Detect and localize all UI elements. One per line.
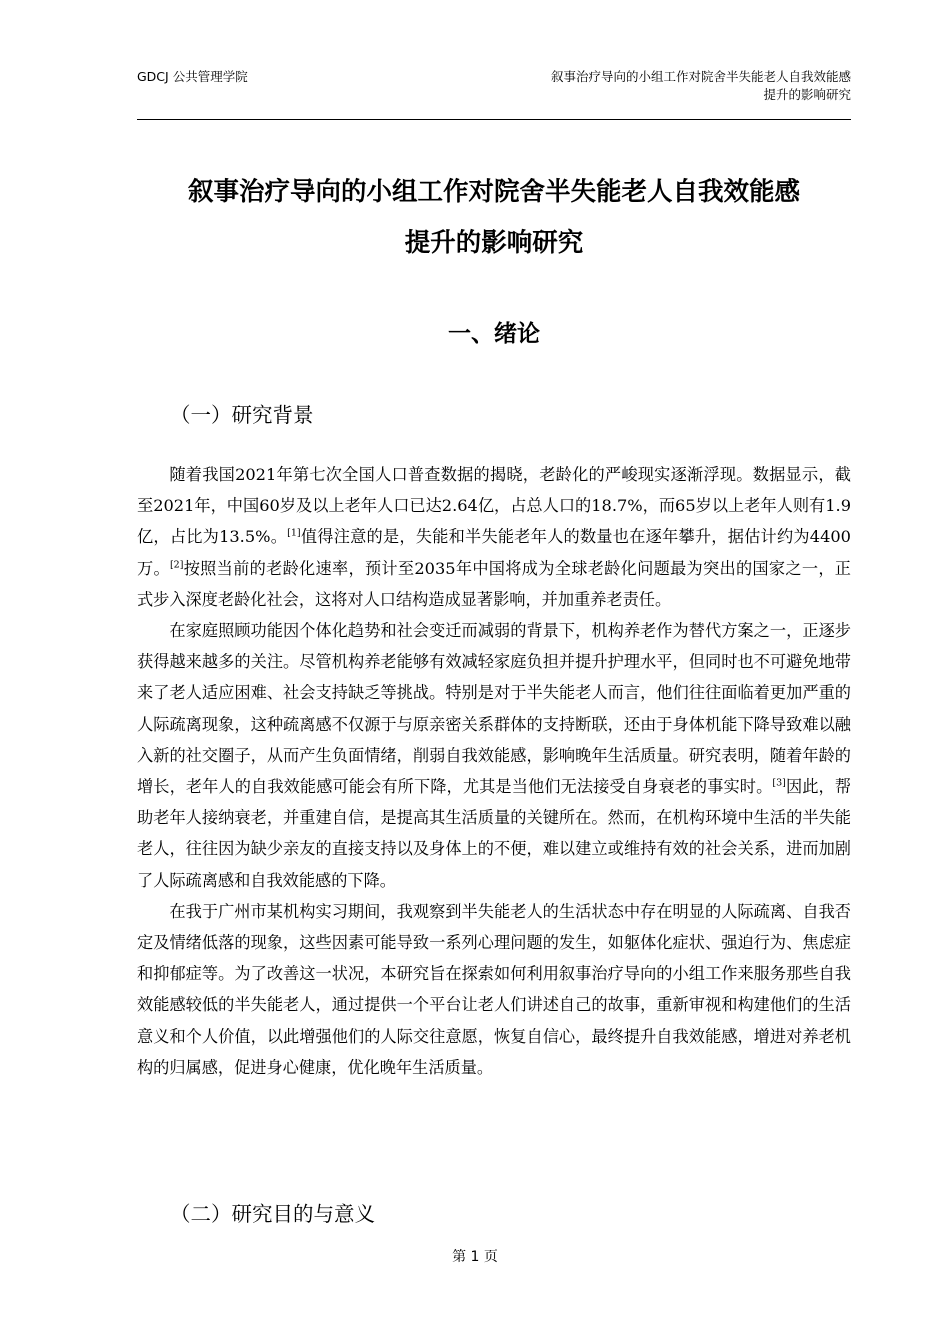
- title-line-1: 叙事治疗导向的小组工作对院舍半失能老人自我效能感: [187, 177, 800, 207]
- body-text: [137, 459, 851, 1083]
- header-left: GDCJ 公共管理学院: [137, 69, 248, 84]
- citation: [1]: [287, 528, 301, 540]
- paragraph: 在家庭照顾功能因个体化趋势和社会变迁而减弱的背景下，机构养老作为替代方案之一，正逐步获得越来越多的关注。尽管机构养老能够有效减轻家庭负担并提升护理水平，但同时也不可避免地带来了老人适应困难、社会支持缺乏等挑战。特别是对于半失能老人而言，他们往往面临着更加严重的人际疏离现象，这种疏离感不仅源于与原亲密关系群体的支持断联，还由于身体机能下降导致难以融入新的社交圈子，从而产生负面情绪，削弱自我效能感，影响晚年生活质量。研究表明，随着年龄的增长，老年人的自我效能感可能会有所下降，尤其是当他们无法接受自身衰老的事实时。[3]因此，帮助老年人接纳衰老，并重建自信，是提高其生活质量的关键所在。然而，在机构环境中生活的半失能老人，往往因为缺少亲友的直接支持以及身体上的不便，难以建立或维持有效的社会关系，进而加剧了人际疏离感和自我效能感的下降。: [137, 621, 852, 890]
- header-divider: [137, 119, 851, 120]
- header-right: 叙事治疗导向的小组工作对院舍半失能老人自我效能感提升的影响研究: [551, 69, 852, 102]
- subsection-heading-purpose: （二）研究目的与意义: [170, 1202, 375, 1226]
- page-number: 第 1 页: [452, 1249, 498, 1265]
- title-line-2: 提升的影响研究: [404, 228, 584, 258]
- document-title: [137, 167, 851, 269]
- section-heading: 一、绪论: [448, 321, 540, 347]
- citation: [2]: [169, 559, 184, 571]
- citation: [3]: [772, 777, 786, 789]
- subsection-heading-background: （一）研究背景: [170, 403, 314, 427]
- paragraph: 随着我国2021年第七次全国人口普查数据的揭晓，老龄化的严峻现实逐渐浮现。数据显示，截至2021年，中国60岁及以上老年人口已达2.64亿，占总人口的18.7%，而65岁以上老年人则有1.9亿，占比为13.5%。[1]值得注意的是，失能和半失能老年人的数量也在逐年攀升，据估计约为4400万。[2]按照当前的老龄化速率，预计至2035年中国将成为全球老龄化问题最为突出的国家之一，正式步入深度老龄化社会，这将对人口结构造成显著影响，并加重养老责任。: [137, 465, 851, 609]
- paragraph: 在我于广州市某机构实习期间，我观察到半失能老人的生活状态中存在明显的人际疏离、自我否定及情绪低落的现象，这些因素可能导致一系列心理问题的发生，如躯体化症状、强迫行为、焦虑症和抑郁症等。为了改善这一状况，本研究旨在探索如何利用叙事治疗导向的小组工作来服务那些自我效能感较低的半失能老人，通过提供一个平台让老人们讲述自己的故事，重新审视和构建他们的生活意义和个人价值，以此增强他们的人际交往意愿，恢复自信心，最终提升自我效能感，增进对养老机构的归属感，促进身心健康，优化晚年生活质量。: [137, 901, 851, 1077]
